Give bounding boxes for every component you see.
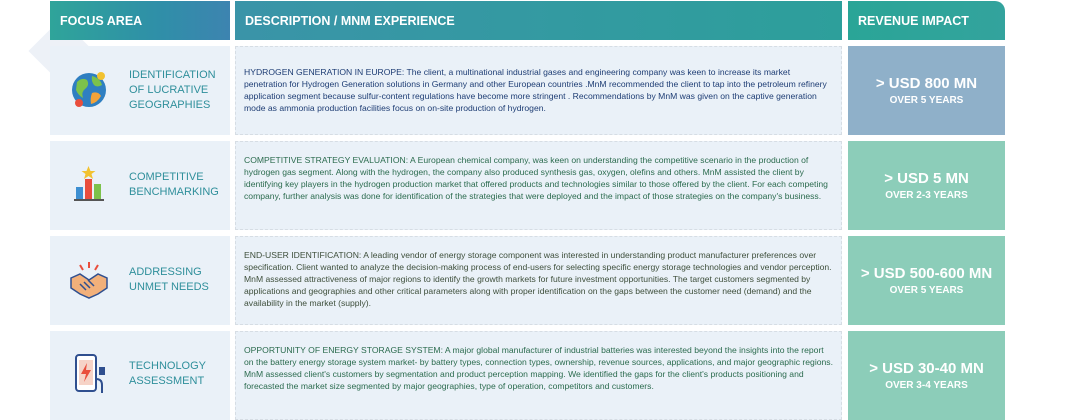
podium-chart-icon xyxy=(68,163,110,205)
handshake-icon xyxy=(68,260,110,302)
table-row-focus xyxy=(50,331,230,420)
header-focus-area: FOCUS AREA xyxy=(50,1,230,40)
description-text: HYDROGEN GENERATION IN EUROPE: The client, a multinational industrial gases and engineering company was keen to increase its market penetration for Hydrogen Generation solutions in Germany and other European countries .MnM recommended the client to tap into the petroleum refinery application segment because sulfur-content regulations have become more stringent . Recommendations by MnM was given on the captive generation mode as ammonia production facilities focus on on-site production of hydrogen. xyxy=(244,67,827,114)
phone-charging-icon xyxy=(68,353,110,395)
table-row-description xyxy=(235,141,842,230)
description-text: OPPORTUNITY OF ENERGY STORAGE SYSTEM: A major global manufacturer of industrial batteries was interested beyond the insights into the report on the battery energy storage system market- by battery types, connection types, ownership, revenue sources, applications, and major geographic regions. MnM assessed client's customers by segmentation and product perception mapping. We identified the gaps for the client's products positioning and forecasted the market size segmented by major geographies, type of operation, competitors and customers. xyxy=(244,345,833,392)
revenue-period: OVER 5 YEARS xyxy=(889,95,964,106)
revenue-period: OVER 2-3 YEARS xyxy=(885,190,968,201)
table-row-focus xyxy=(50,236,230,325)
revenue-impact-cell xyxy=(848,46,1005,135)
revenue-value: > USD 500-600 MN xyxy=(860,265,993,282)
focus-area-label: IDENTIFICATION OF LUCRATIVE GEOGRAPHIES xyxy=(129,69,216,111)
revenue-value: > USD 800 MN xyxy=(875,75,978,92)
revenue-impact-cell xyxy=(848,331,1005,420)
revenue-impact-cell xyxy=(848,141,1005,230)
header-revenue-impact: REVENUE IMPACT xyxy=(848,1,1005,40)
revenue-value: > USD 5 MN xyxy=(884,170,969,187)
table-row-description xyxy=(235,236,842,325)
globe-icon xyxy=(68,68,110,110)
focus-area-label: ADDRESSING UNMET NEEDS xyxy=(129,266,209,293)
table-row-description xyxy=(235,331,842,420)
table-row-focus xyxy=(50,141,230,230)
focus-area-label: TECHNOLOGY ASSESSMENT xyxy=(129,360,206,387)
table-row-description xyxy=(235,46,842,135)
focus-area-label: COMPETITIVE BENCHMARKING xyxy=(129,171,219,198)
revenue-period: OVER 5 YEARS xyxy=(889,285,964,296)
description-text: END-USER IDENTIFICATION: A leading vendor of energy storage component was interested in understanding product manufacturer preferences over specification. Client wanted to analyze the decision-making process of end-users for selecting specific energy storage technologies and vendor perception. MnM assessed attractiveness of major regions to identify the growth markets for future investment opportunities. The target customers segmented by applications and geographies and other critical parameters along with proper identification on the gaps between the customer need (demand) and the availability in the market (supply). xyxy=(244,250,832,309)
header-description: DESCRIPTION / MNM EXPERIENCE xyxy=(235,1,842,40)
revenue-impact-cell xyxy=(848,236,1005,325)
revenue-value: > USD 30-40 MN xyxy=(869,360,984,377)
table-row-focus xyxy=(50,46,230,135)
description-text: COMPETITIVE STRATEGY EVALUATION: A European chemical company, was keen on understanding the competitive scenario in the production of hydrogen gas segment. Along with the hydrogen, the company also produced synthesis gas, oxygen, olefins and others. MnM assisted the client by identifying key players in the hydrogen production market that offered products and technologies similar to those offered by the client. For each competing company, further analysis was done for identification of the strategies that were deployed and the impact of those strategies on the company's business. xyxy=(244,155,828,202)
revenue-period: OVER 3-4 YEARS xyxy=(885,380,968,391)
